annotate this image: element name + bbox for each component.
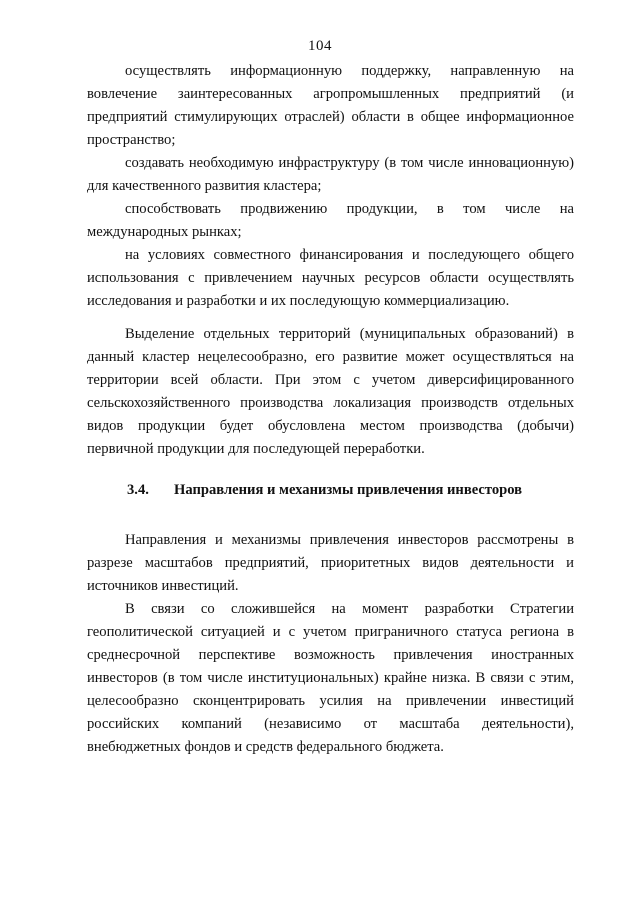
page-content — [87, 60, 574, 759]
section-title: Направления и механизмы привлечения инвесторов — [174, 482, 523, 498]
list-paragraph: на условиях совместного финансирования и последующего общего использования с привлечением научных ресурсов области осуществлять исследования и разработки и их последующую коммерциализацию. — [87, 247, 574, 309]
body-paragraph: Направления и механизмы привлечения инвесторов рассмотрены в разрезе масштабов предприятий, приоритетных видов деятельности и источников инвестиций. — [87, 532, 574, 594]
section-number: 3.4. — [127, 482, 149, 498]
body-paragraph: В связи со сложившейся на момент разработки Стратегии геополитической ситуацией и с учетом приграничного статуса региона в среднесрочной перспективе возможность привлечения иностранных инвесторов (в том числе институциональных) крайне низка. В связи с этим, целесообразно сконцентрировать усилия на привлечении инвестиций российских компаний (независимо от масштаба деятельности), внебюджетных фондов и средств федерального бюджета. — [87, 601, 574, 755]
page-number: 104 — [308, 38, 332, 54]
list-paragraph: осуществлять информационную поддержку, направленную на вовлечение заинтересованных агропромышленных предприятий (и предприятий стимулирующих отраслей) области в общее информационное пространство; — [87, 63, 574, 148]
list-paragraph: способствовать продвижению продукции, в том числе на международных рынках; — [87, 201, 574, 240]
body-paragraph: Выделение отдельных территорий (муниципальных образований) в данный кластер нецелесообразно, его развитие может осуществляться на территории всей области. При этом с учетом диверсифицированного сельскохозяйственного производства локализация производств отдельных видов продукции будет обусловлена местом производства (добычи) первичной продукции для последующей переработки. — [87, 326, 574, 457]
list-paragraph: создавать необходимую инфраструктуру (в том числе инновационную) для качественного развития кластера; — [87, 155, 574, 194]
section-heading — [87, 479, 574, 502]
